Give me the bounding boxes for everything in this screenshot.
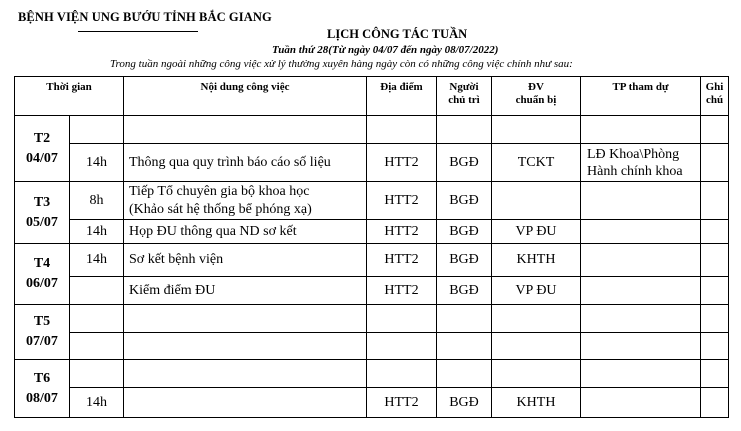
unit-cell — [492, 182, 581, 220]
week-line: Tuần thứ 28(Từ ngày 04/07 đến ngày 08/07/2022) — [272, 44, 499, 56]
location-cell: HTT2 — [367, 182, 437, 220]
unit-cell: TCKT — [492, 144, 581, 182]
header-notes-line1: Ghi — [705, 81, 724, 93]
header-unit-line2: chuẩn bị — [515, 94, 557, 106]
table-row — [15, 360, 729, 388]
day-name: T6 — [33, 370, 51, 386]
table-row — [15, 333, 729, 360]
table-row — [15, 305, 729, 333]
table-row — [15, 388, 729, 418]
table-row — [15, 182, 729, 220]
day-cell-t5 — [15, 305, 70, 360]
content-cell — [124, 388, 367, 418]
notes-cell — [701, 220, 729, 244]
content-cell: Kiểm điểm ĐU — [124, 277, 367, 305]
empty-cell — [437, 116, 492, 144]
unit-cell: VP ĐU — [492, 277, 581, 305]
table-row — [15, 220, 729, 244]
empty-cell — [492, 305, 581, 333]
empty-cell — [124, 116, 367, 144]
header-host — [437, 77, 492, 116]
empty-cell — [124, 360, 367, 388]
empty-cell — [124, 333, 367, 360]
day-name: T3 — [33, 194, 51, 210]
location-cell: HTT2 — [367, 144, 437, 182]
notes-cell — [701, 277, 729, 305]
empty-cell — [437, 305, 492, 333]
empty-cell — [367, 305, 437, 333]
host-cell: BGĐ — [437, 277, 492, 305]
content-cell: Sơ kết bệnh viện — [124, 244, 367, 277]
header-participants: TP tham dự — [581, 77, 701, 116]
empty-cell — [581, 116, 701, 144]
empty-cell — [367, 360, 437, 388]
header-unit-line1: ĐV — [528, 81, 544, 93]
day-cell-t3 — [15, 182, 70, 244]
participants-cell — [581, 144, 701, 182]
participants-cell — [581, 388, 701, 418]
empty-cell — [437, 360, 492, 388]
participants-line1: LĐ Khoa\Phòng — [587, 146, 680, 162]
host-cell: BGĐ — [437, 388, 492, 418]
empty-cell — [367, 116, 437, 144]
content-cell — [124, 182, 367, 220]
time-cell: 8h — [70, 182, 124, 220]
empty-cell — [581, 305, 701, 333]
content-line2: (Khảo sát hệ thống bể phóng xạ) — [129, 201, 312, 217]
day-cell-t4 — [15, 244, 70, 305]
day-date: 06/07 — [26, 276, 58, 291]
header-row — [15, 77, 729, 116]
header-time: Thời gian — [15, 77, 124, 116]
header-unit — [492, 77, 581, 116]
day-date: 07/07 — [26, 334, 58, 349]
host-cell: BGĐ — [437, 144, 492, 182]
unit-cell: VP ĐU — [492, 220, 581, 244]
empty-cell — [70, 360, 124, 388]
empty-cell — [492, 360, 581, 388]
empty-cell — [701, 333, 729, 360]
empty-cell — [492, 333, 581, 360]
time-cell: 14h — [70, 388, 124, 418]
day-name: T4 — [33, 256, 51, 271]
day-cell-t2 — [15, 116, 70, 182]
participants-cell — [581, 220, 701, 244]
content-cell: Họp ĐU thông qua ND sơ kết — [124, 220, 367, 244]
day-name: T5 — [33, 314, 51, 329]
content-cell: Thông qua quy trình báo cáo số liệu — [124, 144, 367, 182]
unit-cell: KHTH — [492, 388, 581, 418]
empty-cell — [581, 333, 701, 360]
day-name: T2 — [33, 130, 51, 146]
day-date: 05/07 — [26, 214, 58, 230]
notes-cell — [701, 388, 729, 418]
participants-cell — [581, 244, 701, 277]
header-host-line2: chủ trì — [448, 94, 480, 106]
header-notes — [701, 77, 729, 116]
empty-cell — [70, 333, 124, 360]
host-cell: BGĐ — [437, 220, 492, 244]
empty-cell — [124, 305, 367, 333]
day-cell-t6 — [15, 360, 70, 418]
empty-cell — [492, 116, 581, 144]
location-cell: HTT2 — [367, 244, 437, 277]
table-row — [15, 144, 729, 182]
empty-cell — [701, 305, 729, 333]
time-cell — [70, 277, 124, 305]
time-cell: 14h — [70, 220, 124, 244]
header-notes-line2: chú — [705, 94, 724, 106]
header-location: Địa điểm — [367, 77, 437, 116]
participants-line2: Hành chính khoa — [587, 163, 683, 179]
empty-cell — [70, 116, 124, 144]
content-line1: Tiếp Tổ chuyên gia bộ khoa học — [129, 183, 310, 199]
notes-cell — [701, 144, 729, 182]
day-date: 04/07 — [26, 150, 58, 166]
schedule-table — [14, 76, 729, 418]
hospital-underline — [78, 31, 198, 32]
table-row — [15, 116, 729, 144]
notes-cell — [701, 182, 729, 220]
empty-cell — [70, 305, 124, 333]
location-cell: HTT2 — [367, 388, 437, 418]
time-cell: 14h — [70, 144, 124, 182]
time-cell: 14h — [70, 244, 124, 277]
empty-cell — [437, 333, 492, 360]
document-title: LỊCH CÔNG TÁC TUẦN — [327, 27, 468, 41]
participants-cell — [581, 182, 701, 220]
location-cell: HTT2 — [367, 220, 437, 244]
intro-text: Trong tuần ngoài những công việc xử lý thường xuyên hàng ngày còn có những công việc chính như sau: — [110, 58, 573, 70]
day-date: 08/07 — [26, 390, 58, 406]
empty-cell — [581, 360, 701, 388]
notes-cell — [701, 244, 729, 277]
empty-cell — [701, 360, 729, 388]
header-host-line1: Người — [449, 81, 479, 93]
location-cell: HTT2 — [367, 277, 437, 305]
table-row — [15, 244, 729, 277]
header-content: Nội dung công việc — [124, 77, 367, 116]
table-row — [15, 277, 729, 305]
participants-cell — [581, 277, 701, 305]
empty-cell — [701, 116, 729, 144]
host-cell: BGĐ — [437, 244, 492, 277]
unit-cell: KHTH — [492, 244, 581, 277]
empty-cell — [367, 333, 437, 360]
host-cell: BGĐ — [437, 182, 492, 220]
hospital-name: BỆNH VIỆN UNG BƯỚU TỈNH BẮC GIANG — [18, 10, 272, 24]
